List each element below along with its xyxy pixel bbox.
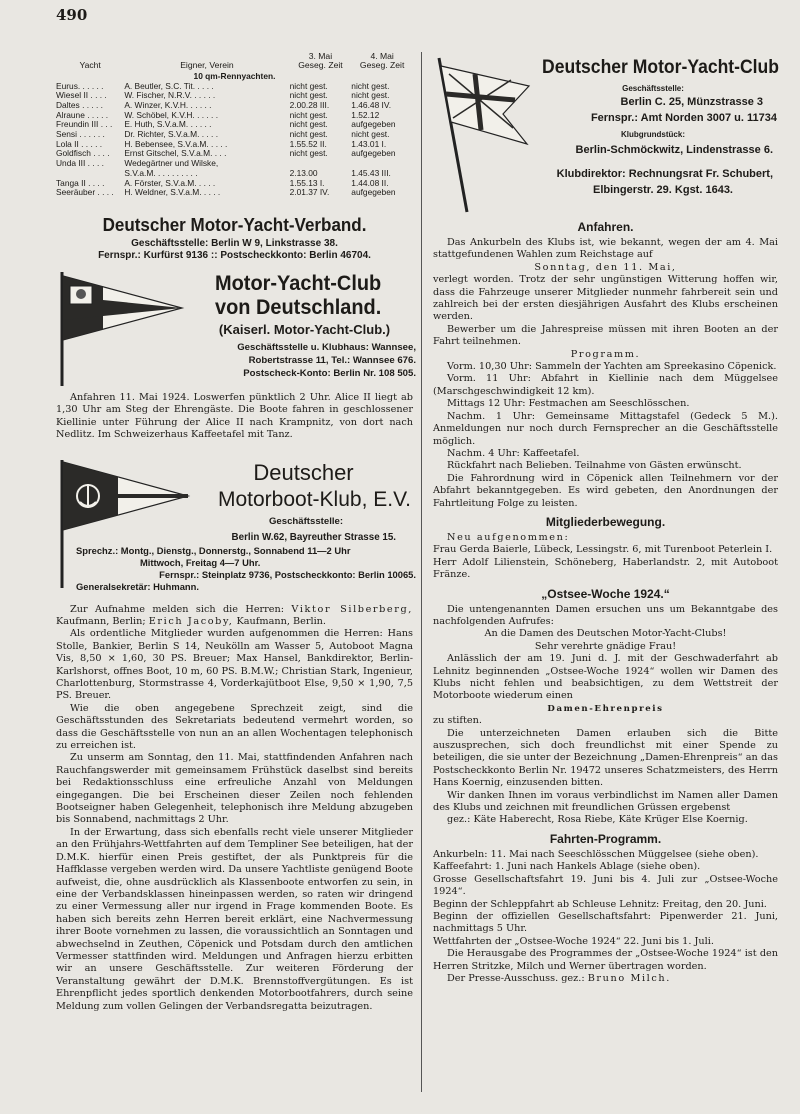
dmyc-header bbox=[433, 52, 778, 214]
dmk-title-line2: Motorboot-Klub, E.V. bbox=[218, 487, 411, 511]
dmyc-title: Deutscher Motor-Yacht-Club bbox=[542, 56, 779, 78]
dmk-hours1: Sprechz.: Montg., Dienstg., Donnerstg., Sonnabend 11—2 Uhr bbox=[76, 544, 351, 556]
fahrten-5: Beginn der offiziellen Gesellschaftsfahrt: Pipenwerder 21. Juni, nachmittags 5 Uhr. bbox=[433, 910, 778, 935]
ostsee-heading: „Ostsee-Woche 1924.“ bbox=[541, 586, 670, 601]
anfahren-p4: Die Fahrordnung wird in Cöpenick allen Teilnehmern vor der Abfahrt bekanntgegeben. Es wird gebeten, den Anordnungen der Fahrtleitung Folge zu leisten. bbox=[433, 472, 778, 509]
may4-cell: aufgegeben bbox=[351, 119, 396, 130]
ostsee-p2: Anlässlich der am 19. Juni d. J. mit der Geschwaderfahrt ab Lehnitz beginnenden „Ostsee-Woche 1924“ wollen wir Damen des Klubs nicht fehlen und beabsichtigen, zu dem Wettstreit der Motorboote wiederum einen bbox=[433, 653, 778, 702]
program-item-5: Nachm. 4 Uhr: Kaffeetafel. bbox=[447, 447, 580, 459]
may4-cell: 1.46.48 IV. bbox=[351, 99, 392, 110]
dmk-header bbox=[56, 458, 416, 592]
owner-cell: E. Huth, S.V.a.M. . . . . . bbox=[124, 119, 212, 130]
fahrten-7: Die Herausgabe des Programmes der „Ostsee-Woche 1924“ ist den Herren Stritzke, Milch und Werner übertragen worden. bbox=[433, 948, 778, 972]
ostsee-signatures: gez.: Käte Haberecht, Rosa Riebe, Käte Krüger Else Koernig. bbox=[447, 814, 748, 826]
right-column bbox=[433, 52, 778, 985]
program-label: Programm. bbox=[570, 348, 641, 360]
member-1: Frau Gerda Baierle, Lübeck, Lessingstr. 6, mit Turenboot Peterlein I. bbox=[433, 544, 773, 556]
owner-cell: H. Weldner, S.V.a.M. . . . . bbox=[124, 187, 221, 198]
dmk-text bbox=[56, 604, 413, 1013]
anfahren-p2: verlegt worden. Trotz der sehr ungünstigen Witterung hoffen wir, dass die Fahrzeuge unserer Mitglieder nunmehr fahrbereit sein und zahlreich bei der ersten diesjährigen Ausfahrt des Klubs erscheinen werden. bbox=[433, 274, 778, 323]
mycd-text bbox=[56, 392, 413, 442]
program-item-3: Mittags 12 Uhr: Festmachen am Seeschlösschen. bbox=[447, 398, 690, 410]
ostsee-p5: Wir danken Ihnen im voraus verbindlichst im Namen aller Damen des Klubs und zeichnen mit freundlichen Grüssen ergebenst bbox=[433, 789, 778, 814]
dmyc-director1: Klubdirektor: Rechnungsrat Fr. Schubert, bbox=[556, 168, 773, 180]
header-yacht: Yacht bbox=[79, 60, 101, 71]
page-number: 490 bbox=[56, 6, 88, 24]
table-row bbox=[56, 149, 413, 159]
dmk-paragraph-3: Wie die oben angegebene Sprechzeit zeigt, sind die Geschäftsstunden des Sekretariats bedeutend vermehrt worden, so dass die Geschäftsstelle von nun an an allen Wochentagen telephonisch zu erreichen ist. bbox=[56, 702, 413, 752]
regatta-results-table bbox=[56, 52, 413, 198]
mycd-subtitle: (Kaiserl. Motor-Yacht-Club.) bbox=[218, 321, 391, 337]
owner-cell: A. Förster, S.V.a.M. . . . . bbox=[124, 177, 216, 188]
dmk-p1b: Kaufmann, Berlin; bbox=[56, 615, 146, 627]
left-column bbox=[56, 51, 416, 1013]
fahrten-3: Grosse Gesellschaftsfahrt 19. Juni bis 4. Juli zur „Ostsee-Woche 1924“. bbox=[433, 873, 778, 898]
anfahren-p3: Bewerber um die Jahrespreise müssen mit ihren Booten an der Fahrt teilnehmen. bbox=[433, 323, 778, 348]
dmyc-office: Berlin C. 25, Münzstrasse 3 bbox=[620, 96, 763, 108]
program-item-1: Vorm. 10,30 Uhr: Sammeln der Yachten am Spreekasino Cöpenick. bbox=[447, 361, 777, 373]
dmk-paragraph-1 bbox=[56, 604, 413, 629]
ostsee-salutation: Sehr verehrte gnädige Frau! bbox=[534, 640, 677, 652]
mycd-office1: Geschäftsstelle u. Klubhaus: Wannsee, bbox=[237, 341, 416, 353]
owner-cell: W. Fischer, N.R.V. . . . . . bbox=[124, 90, 216, 101]
regatta-rows bbox=[56, 71, 413, 198]
program-item-2: Vorm. 11 Uhr: Abfahrt in Kiellinie nach dem Müggelsee (Marschgeschwindigkeit 12 km). bbox=[433, 373, 778, 397]
dmk-paragraph-5: In der Erwartung, dass sich ebenfalls recht viele unserer Mitglieder an den Frühjahrs-Wettfahrten auf dem Templiner See beteiligen, hat der D.M.K. hierfür einen Preis gestiftet, der als Punktpreis für die Haffklasse vergeben werden wird. Da unsere Yachtliste genügend Boote aufweist, die, ohne ausdrücklich als Klassenboote entworfen zu sein, in eine der Verbandsklassen hineinpassen werden, so raten wir dringend zu einer Vermessung aller nur irgend in Frage kommenden Boote. Es haben sich bereits zehn Herren bereit erklärt, eine Nachvermessung ihrer Boote vornehmen zu lassen, die voraussichtlich an Sonntagen und abwechselnd in Zeuthen, Cöpenick und Potsdam durch den amtlichen Vermesser stattfinden wird. Meldungen und Anfragen hierzu erbitten wir an unsere Geschäftsstelle. Zur weiteren Förderung der Veranstaltung gewährt der D.M.K. Brennstoffvergütungen. Es ist Ehrenpflicht jedes sportlich denkenden Motorbootfahrers, durch seine Meldung zum vollen Gelingen der Verbandsregatta beizutragen. bbox=[56, 826, 413, 1012]
may3-cell: nicht gest. bbox=[289, 90, 328, 101]
mycd-postcheck: Postscheck-Konto: Berlin Nr. 108 505. bbox=[243, 367, 416, 379]
fahrten-6: Wettfahrten der „Ostsee-Woche 1924“ 22. Juni bis 1. Juli. bbox=[433, 935, 714, 947]
mycd-title-line2: von Deutschland. bbox=[214, 295, 382, 319]
column-divider bbox=[421, 52, 422, 1092]
fahrten-signature bbox=[433, 973, 778, 985]
yacht-cell: Goldfisch . . . . bbox=[56, 148, 110, 159]
dmyc-ground-label: Klubgrundstück: bbox=[621, 130, 685, 139]
header-owner: Eigner, Verein bbox=[180, 60, 234, 71]
dmyc-director2: Elbingerstr. 29. Kgst. 1643. bbox=[592, 184, 733, 196]
owner-cell: Wedegärtner und Wilske, bbox=[124, 158, 219, 169]
may3-cell: 2.13.00 bbox=[289, 167, 318, 178]
dmk-paragraph-4: Zu unserm am Sonntag, den 11. Mai, stattfindenden Anfahren nach Rauchfangswerder mit gemeinsamem Frühstück daselbst sind bereits bei Redaktionsschluss eine erfreuliche Anzahl von Meldungen eingegangen. Die bei Erscheinen dieser Zeilen noch fehlenden Bootseigner haben Gelegenheit, telephonisch ihre Meldung abzugeben bis Sonnabend, nachmittags 2 Uhr. bbox=[56, 752, 413, 826]
header-may4: 4. Mai Geseg. Zeit bbox=[359, 51, 405, 71]
yacht-cell: Wiesel II . . . . bbox=[56, 90, 107, 101]
ostsee-appeal: An die Damen des Deutschen Motor-Yacht-Clubs! bbox=[484, 628, 727, 640]
dmk-p1-names2: Erich Jacoby, bbox=[148, 615, 234, 627]
mycd-header bbox=[56, 268, 416, 386]
ostsee-p1: Die untengenannten Damen ersuchen uns um Bekanntgabe des nachfolgenden Aufrufes: bbox=[433, 603, 778, 627]
dmyc-office-label: Geschäftsstelle: bbox=[622, 84, 684, 93]
yacht-cell: Tanga II . . . . bbox=[56, 177, 105, 188]
owner-cell: S.V.a.M. . . . . . . . . . bbox=[124, 167, 198, 178]
dmyc-flag-icon bbox=[433, 56, 533, 214]
may3-cell: nicht gest. bbox=[289, 129, 328, 140]
may4-cell: 1.45.43 III. bbox=[351, 167, 391, 178]
fahrten-1: Ankurbeln: 11. Mai nach Seeschlösschen Müggelsee (siehe oben). bbox=[433, 848, 759, 860]
may3-cell: 1.55.52 II. bbox=[289, 138, 327, 149]
mycd-paragraph: Anfahren 11. Mai 1924. Loswerfen pünktlich 2 Uhr. Alice II liegt ab 1,30 Uhr am Steg der Ehrengäste. Die Boote fahren in geschlossener Kiellinie unter Führung der Alice II nach Krampnitz, von dort nach Nedlitz. Im Schweizerhaus Kaffeetafel mit Tanz. bbox=[56, 391, 413, 441]
header-may3: 3. Mai Geseg. Zeit bbox=[298, 51, 343, 71]
may3-cell: 2.00.28 III. bbox=[289, 99, 330, 110]
dmyv-office: Geschäftsstelle: Berlin W 9, Linkstrasse 38. bbox=[131, 237, 338, 249]
ostsee-text bbox=[433, 604, 778, 827]
ostsee-p4: Die unterzeichneten Damen erlauben sich die Bitte auszusprechen, sich doch freundlichst mit einer Spende zu beteiligen, die sie unter der Bezeichnung „Damen-Ehrenpreis“ an das Postscheckkonto Berlin Nr. 19472 unseres Schatzmeisters, des Herrn Hans Koernig, einzusenden bitten. bbox=[433, 727, 778, 789]
dmk-phone: Fernspr.: Steinplatz 9736, Postscheckkonto: Berlin 10065. bbox=[159, 568, 416, 580]
may3-cell: nicht gest. bbox=[289, 148, 328, 159]
dmyv-title: Deutscher Motor-Yacht-Verband. bbox=[102, 213, 367, 235]
fahrten-2: Kaffeefahrt: 1. Juni nach Hankels Ablage (siehe oben). bbox=[433, 861, 701, 873]
dmyv-phone: Fernspr.: Kurfürst 9136 :: Postscheckkonto: Berlin 46704. bbox=[98, 249, 371, 261]
dmk-p1c: Kaufmann, Berlin. bbox=[236, 615, 326, 627]
yacht-cell: Seeräuber . . . . bbox=[56, 187, 114, 198]
ostsee-p3: zu stiften. bbox=[433, 715, 482, 727]
program-item-4: Nachm. 1 Uhr: Gemeinsame Mittagstafel (Gedeck 5 M.). Anmeldungen nur noch durch Fernsprecher an die Geschäftsstelle möglich. bbox=[433, 410, 778, 447]
dmk-p1a: Zur Aufnahme melden sich die Herren: bbox=[70, 603, 285, 615]
yacht-cell: Daltes . . . . . bbox=[56, 99, 104, 110]
anfahren-heading: Anfahren. bbox=[577, 220, 634, 234]
may4-cell: nicht gest. bbox=[351, 80, 390, 91]
owner-cell: A. Winzer, K.V.H. . . . . . bbox=[124, 99, 212, 110]
members-text bbox=[433, 532, 778, 582]
yacht-cell: Unda III . . . . bbox=[56, 158, 104, 169]
may4-cell: nicht gest. bbox=[351, 90, 390, 101]
members-heading: Mitgliederbewegung. bbox=[545, 514, 666, 529]
table-row bbox=[56, 188, 413, 198]
dmk-paragraph-2: Als ordentliche Mitglieder wurden aufgenommen die Herren: Hans Stolle, Bankier, Berlin S 14, Neukölln am Wasser 5, Autoboot Magna Vis, 8,50 × 1,60, 30 PS. Breuer; Max Hansel, Bankdirektor, Berlin-Karlshorst, offnes Boot, 10 m, 60 PS. B.M.W.; Christian Stark, Ingenieur, Charlottenburg, Stormstrasse 4, Vorderkajütboot Else, 9,50 × 1,90, 7,5 PS. Breuer. bbox=[56, 628, 413, 702]
fahrten-text bbox=[433, 849, 778, 985]
anfahren-date: Sonntag, den 11. Mai, bbox=[534, 261, 677, 273]
yacht-cell: Eurus. . . . . . bbox=[56, 80, 104, 91]
yacht-cell: Sensi . . . . . . bbox=[56, 129, 105, 140]
may3-cell: nicht gest. bbox=[289, 119, 328, 130]
may4-cell: 1.43.01 I. bbox=[351, 138, 387, 149]
dmk-title-line1: Deutscher bbox=[253, 459, 354, 485]
new-members-label: Neu aufgenommen: bbox=[447, 531, 570, 543]
press-signatory: Bruno Milch. bbox=[587, 972, 671, 984]
dmk-office-label: Geschäftsstelle: bbox=[268, 515, 344, 527]
may4-cell: aufgegeben bbox=[351, 148, 396, 159]
press-committee: Der Presse-Ausschuss. gez.: bbox=[447, 972, 585, 984]
mycd-title-line1: Motor-Yacht-Club bbox=[215, 271, 382, 295]
dmk-p1-names1: Viktor Silberberg, bbox=[291, 603, 413, 615]
dmyc-ground: Berlin-Schmöckwitz, Lindenstrasse 6. bbox=[575, 144, 773, 156]
may3-cell: nicht gest. bbox=[289, 80, 328, 91]
may4-cell: nicht gest. bbox=[351, 129, 390, 140]
dmk-office: Berlin W.62, Bayreuther Strasse 15. bbox=[231, 531, 396, 543]
owner-cell: Ernst Gitschel, S.V.a.M. . . . bbox=[124, 148, 227, 159]
may3-cell: nicht gest. bbox=[289, 109, 328, 120]
fahrten-4: Beginn der Schleppfahrt ab Schleuse Lehnitz: Freitag, den 20. Juni. bbox=[433, 898, 767, 910]
yacht-cell: Lola II . . . . . bbox=[56, 138, 103, 149]
program-item-6: Rückfahrt nach Belieben. Teilnahme von Gästen erwünscht. bbox=[447, 460, 742, 472]
yacht-cell: Freundin III . . . bbox=[56, 119, 113, 130]
owner-cell: Dr. Richter, S.V.a.M. . . . . bbox=[124, 129, 219, 140]
may4-cell: 1.52.12 bbox=[351, 109, 380, 120]
owner-cell: H. Bebensee, S.V.a.M. . . . . bbox=[124, 138, 228, 149]
class-title: 10 qm-Rennyachten. bbox=[193, 70, 276, 81]
anfahren-text bbox=[433, 237, 778, 510]
dmk-secretary: Generalsekretär: Huhmann. bbox=[76, 580, 199, 592]
dmk-hours2: Mittwoch, Freitag 4—7 Uhr. bbox=[140, 556, 261, 568]
mycd-pennant-icon bbox=[58, 270, 186, 388]
mycd-office2: Robertstrasse 11, Tel.: Wannsee 676. bbox=[248, 354, 416, 366]
anfahren-p1: Das Ankurbeln des Klubs ist, wie bekannt, wegen der am 4. Mai stattgefundenen Wahlen zum Reichstage auf bbox=[433, 237, 778, 261]
dmyc-phone: Fernspr.: Amt Norden 3007 u. 11734 bbox=[590, 112, 777, 124]
member-2: Herr Adolf Lilienstein, Schöneberg, Haberlandstr. 2, mit Autoboot Fränze. bbox=[433, 556, 778, 581]
fahrten-heading: Fahrten-Programm. bbox=[549, 831, 662, 846]
may3-cell: 2.01.37 IV. bbox=[289, 187, 330, 198]
may3-cell: 1.55.13 I. bbox=[289, 177, 325, 188]
owner-cell: W. Schöbel, K.V.H. . . . . . bbox=[124, 109, 219, 120]
may4-cell: aufgegeben bbox=[351, 187, 396, 198]
owner-cell: A. Beutler, S.C. Tit. . . . . bbox=[124, 80, 214, 91]
yacht-cell: Alraune . . . . . bbox=[56, 109, 109, 120]
ostsee-prize: Damen-Ehrenpreis bbox=[547, 703, 664, 714]
may4-cell: 1.44.08 II. bbox=[351, 177, 389, 188]
